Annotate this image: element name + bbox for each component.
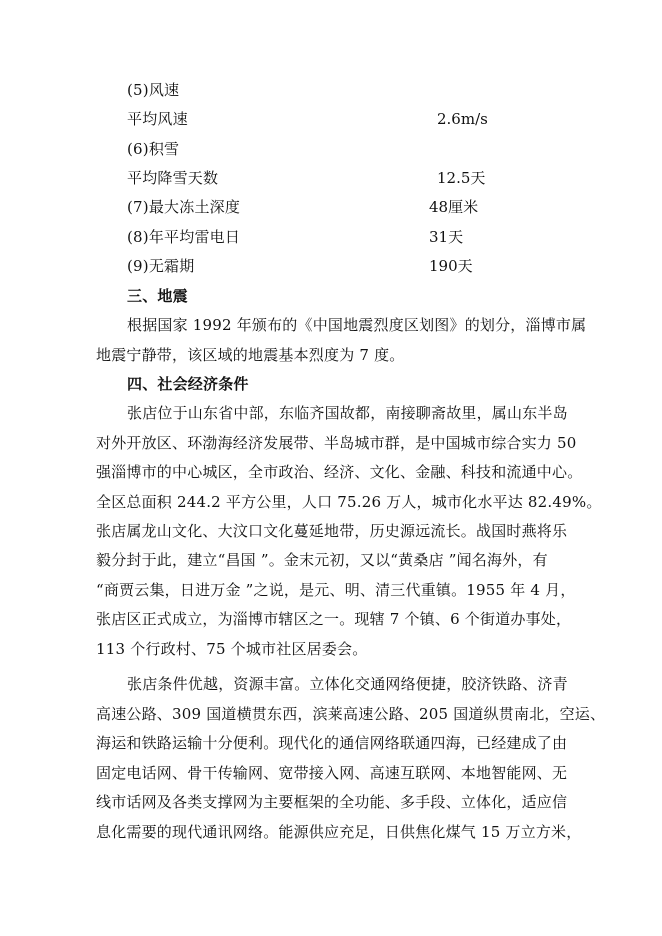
socio-economic-heading: 四、社会经济条件 [127,375,249,393]
snow-value: 12.5天 [437,169,486,187]
paragraph-line: 张店区正式成立，为淄博市辖区之一。现辖 7 个镇、6 个街道办事处， [96,610,572,628]
thunder-days-value: 31天 [429,228,464,246]
paragraph-line: 息化需要的现代通讯网络。能源供应充足，日供焦化煤气 15 万立方米， [96,823,582,841]
thunder-days-label: (8)年平均雷电日 [127,228,241,246]
paragraph-line: 线市话网及各类支撑网为主要框架的全功能、多手段、立体化，适应信 [96,793,568,811]
snow-label: 平均降雪天数 [127,169,219,187]
frost-depth-value: 48厘米 [429,198,479,216]
earthquake-line: 地震宁静带，该区域的地震基本烈度为 7 度。 [96,346,405,364]
paragraph-line: 113 个行政村、75 个城市社区居委会。 [96,640,368,658]
frost-depth-label: (7)最大冻土深度 [127,198,241,216]
wind-section-title: (5)风速 [127,81,180,99]
paragraph-line: 张店位于山东省中部，东临齐国故都，南接聊斋故里，属山东半岛 [127,404,568,422]
paragraph-line: 高速公路、309 国道横贯东西，滨莱高速公路、205 国道纵贯南北，空运、 [96,705,606,723]
earthquake-heading: 三、地震 [127,287,188,305]
paragraph-line: 对外开放区、环渤海经济发展带、半岛城市群，是中国城市综合实力 50 [96,434,577,452]
paragraph-line: 强淄博市的中心城区，全市政治、经济、文化、金融、科技和流通中心。 [96,463,583,481]
wind-value: 2.6m/s [437,110,488,128]
paragraph-line: 全区总面积 244.2 平方公里，人口 75.26 万人，城市化水平达 82.49%。 [96,493,602,511]
wind-label: 平均风速 [127,110,188,128]
paragraph-line: 张店属龙山文化、大汶口文化蔓延地带，历史源远流长。战国时燕将乐 [96,522,568,540]
paragraph-line: 海运和铁路运输十分便利。现代化的通信网络联通四海，已经建成了由 [96,734,568,752]
frost-free-value: 190天 [429,257,473,275]
paragraph-line: 固定电话网、骨干传输网、宽带接入网、高速互联网、本地智能网、无 [96,764,568,782]
paragraph-line: 张店条件优越，资源丰富。立体化交通网络便捷，胶济铁路、济青 [127,675,568,693]
snow-section-title: (6)积雪 [127,140,180,158]
earthquake-line: 根据国家 1992 年颁布的《中国地震烈度区划图》的划分，淄博市属 [127,316,587,334]
paragraph-line: 毅分封于此，建立“昌国 ”。金末元初，又以“黄桑店 ”闻名海外，有 [96,551,548,569]
frost-free-label: (9)无霜期 [127,257,195,275]
paragraph-line: “商贾云集，日进万金 ”之说，是元、明、清三代重镇。1955 年 4 月， [96,581,576,599]
